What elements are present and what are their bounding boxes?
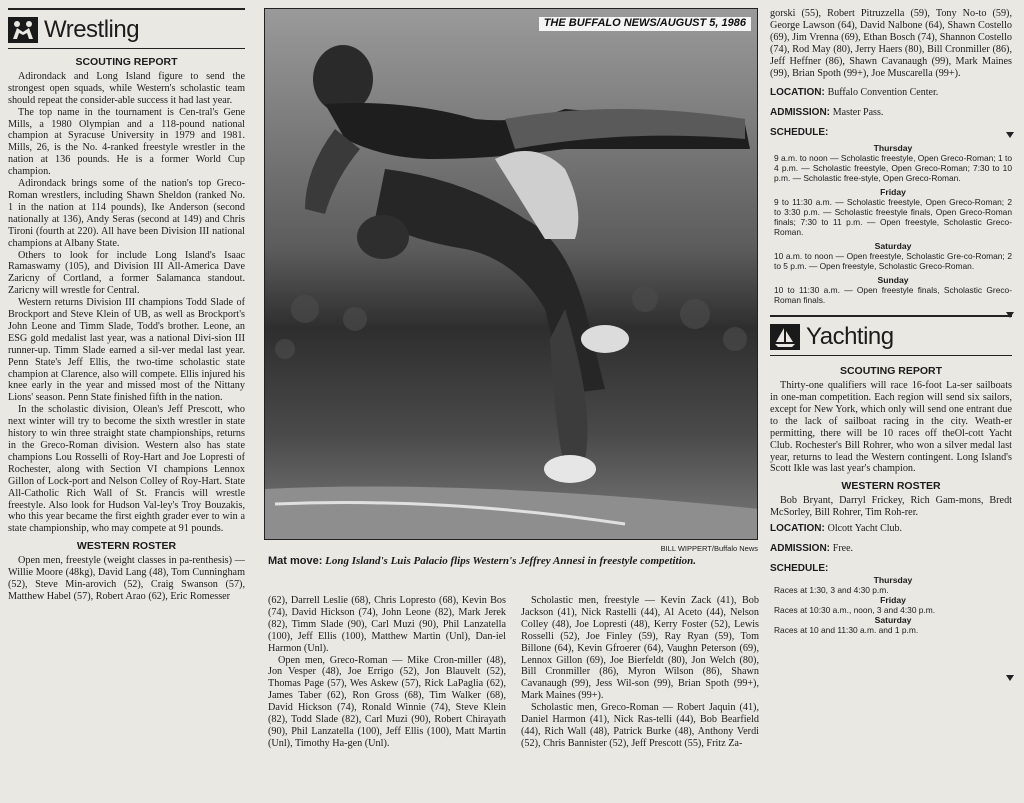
- wrestling-photo: [264, 8, 758, 540]
- caption-text: Long Island's Luis Palacio flips Western's Jeffrey Annesi in freestyle competition.: [325, 555, 697, 567]
- schedule-day: Thursday: [873, 143, 913, 154]
- schedule-text: Races at 10:30 a.m., noon, 3 and 4:30 p.m.: [774, 604, 936, 615]
- schedule-day: Thursday: [873, 574, 913, 585]
- admission-value: Master Pass.: [832, 107, 884, 119]
- wrestling-roster-heading: WESTERN ROSTER: [76, 540, 177, 553]
- yachting-logo-icon: [770, 324, 800, 350]
- schedule-day: Saturday: [874, 614, 912, 625]
- roster-column-2: [268, 595, 506, 750]
- schedule-day: Friday: [880, 594, 906, 605]
- yachting-paragraph: Thirty-one qualifiers will race 16-foot La-ser sailboats in one-man competition. Each region will send six sailors, except for New York, which only will send one entrant due to the lack of sailboat racing in the city. Weath-er permitting, there will be 10 races off theOl-cott Yacht Club. Rochester's Bill Rohrer, who won a silver medal last year, returns to lead the Western contingent. Long Island's Scott Ikle was last year's champion.: [770, 380, 1012, 475]
- yachting-title: Yachting: [806, 323, 894, 351]
- schedule-text: Races at 1:30, 3 and 4:30 p.m.: [774, 584, 889, 595]
- schedule-day: Friday: [880, 187, 906, 198]
- schedule-text: Races at 10 and 11:30 a.m. and 1 p.m.: [774, 624, 919, 635]
- caption-lead: Mat move:: [268, 555, 323, 567]
- wrestling-logo-icon: [8, 17, 38, 43]
- wrestling-paragraph: Adirondack and Long Island figure to send the strongest open squads, while Western's scholastic team should repeat the consider-able success it had last year.: [8, 70, 245, 106]
- continuation-mark-icon: [1006, 312, 1014, 318]
- wrestling-roster-text: gorski (55), Robert Pitruzzella (59), Tony No-to (59), George Lawson (64), David Nalbone (64), Shawn Costello (69), Jim Vrenna (69), Ethan Bosch (74), Shannon Costello (74), Rod May (80), Jerry Haers (80), Bill Cronmiller (86), Jeff Heffner (86), Shawn Cavanaugh (99), Mark Maines (99), Brian Spoth (99+), Joe Muscarella (99+).: [770, 8, 1012, 79]
- wrestling-roster-text: Scholastic men, freestyle — Kevin Zack (41), Bob Jackson (41), Nick Rastelli (44), Al Aceto (44), Nelson Colley (48), Joe Lopresti (48), Kerry Foster (52), Lewis Rosselli (52), Joe Finley (59), Ray Ryan (59), Tom Billone (64), Kevin Gfroerer (64), Vaughn Peterson (69), Lennox Gillon (69), Joe Bierfeldt (80), Jon Welch (80), Bill Cronmiller (86), Myron Wilson (86), Shawn Cavanaugh (99), Jess Wil-son (99), Brian Spoth (99+), Mark Maines (99+).: [521, 595, 759, 702]
- schedule-text: 9 to 11:30 a.m. — Scholastic freestyle, Open Greco-Roman; 2 to 3:30 p.m. — Scholastic freestyle finals, Open Greco-Roman finals; 7:30 to 11 p.m. — Open freestyle, Scholastic Greco-Roman.: [774, 197, 1012, 238]
- schedule-day: Sunday: [877, 275, 909, 286]
- wrestling-photo-image: [265, 9, 758, 540]
- wrestling-roster-text: (62), Darrell Leslie (68), Chris Lopresto (68), Kevin Bos (74), David Hickson (74), John Leone (82), Mark Jerek (82), Timm Slade (90), Carl Muzi (90), Phil Lanzatella (100), Jeff Ellis (100), Matthew Martin (Unl), Dan-iel Harmon (Unl).: [268, 595, 506, 654]
- wrestling-title: Wrestling: [44, 16, 140, 43]
- yachting-header-rule: [770, 355, 1012, 356]
- admission-label: ADMISSION:: [770, 107, 830, 119]
- yachting-schedule-label: SCHEDULE:: [770, 562, 829, 574]
- schedule-text: 9 a.m. to noon — Scholastic freestyle, Open Greco-Roman; 1 to 4 p.m. — Scholastic freestyle, Open Greco-Roman; 7:30 to 10 p.m. — Scholastic free-style, Open Greco-Roman.: [774, 153, 1012, 184]
- yachting-roster-text: Bob Bryant, Darryl Frickey, Rich Gam-mons, Bredt McSorley, Bill Rohrer, Tim Roh-rer.: [770, 495, 1012, 519]
- wrestling-paragraph: Others to look for include Long Island's Isaac Ramaswamy (105), and Division III All-America Dave Zaricny of Cortland, a former Salamanca standout. Zaricny will wrestle for Central.: [8, 249, 245, 297]
- header-rule: [8, 48, 245, 49]
- location-value: Olcott Yacht Club.: [827, 523, 903, 535]
- schedule-day: Saturday: [874, 241, 912, 252]
- continuation-mark-icon: [1006, 675, 1014, 681]
- yachting-location: [770, 523, 1012, 535]
- location-value: Buffalo Convention Center.: [827, 87, 939, 99]
- photo-caption: [268, 555, 748, 568]
- wrestling-roster-text: Open men, Greco-Roman — Mike Cron-miller (48), Jon Vesper (48), Joe Errigo (52), Jon Blauvelt (52), Thomas Page (57), Wes Askew (57), Rick LaPaglia (62), James Taber (62), Ron Gross (68), Tim Walker (68), David Hickson (74), Ronald Winnie (74), Steve Klein (82), Todd Slade (82), Carl Muzi (90), Robert Chirayath (90), Phil Lanzatella (100), Jeff Ellis (100), Matt Martin (Unl), Timothy Ha-gen (Unl).: [268, 654, 506, 749]
- location-label: LOCATION:: [770, 523, 825, 535]
- wrestling-roster-text: Open men, freestyle (weight classes in pa-renthesis) — Willie Moore (48kg), David Lang (48), Tom Cunningham (52), Steve Min-arovich (52), Craig Swanson (57), Matthew Habel (57), Robert Arao (62), Eric Romesser: [8, 555, 245, 602]
- wrestling-paragraph: The top name in the tournament is Cen-tral's Gene Mills, a 1980 Olympian and a 118-pound national champion at Syracuse University in 1979 and 1981. Mills, 26, is the No. 4-ranked freestyle wrestler in the nation at 136 pounds. He is a former World Cup champion.: [8, 106, 245, 178]
- yachting-roster-heading: WESTERN ROSTER: [841, 480, 941, 493]
- wrestling-roster-text: Scholastic men, Greco-Roman — Robert Jaquin (41), Daniel Harmon (41), Nick Ras-telli (44), Bob Bearfield (44), Rich Wall (48), Patrick Burke (48), Anthony Verdi (52), Chris Bannister (52), Jeff Prescott (55), Fritz Za-: [521, 702, 759, 749]
- admission-label: ADMISSION:: [770, 542, 830, 554]
- admission-value: Free.: [832, 542, 854, 554]
- schedule-text: 10 to 11:30 a.m. — Open freestyle finals, Scholastic Greco-Roman finals.: [774, 285, 1012, 306]
- wrestling-schedule-label: SCHEDULE:: [770, 127, 829, 139]
- continuation-mark-icon: [1006, 132, 1014, 138]
- yachting-header: [770, 317, 1012, 355]
- wrestling-paragraph: In the scholastic division, Olean's Jeff Prescott, who next winter will try to become the sixth wrestler in state history to win three straight state championships, returns in the Greco-Roman division. Western also has state champions Lou Rosselli of Roy-Hart and Joe Lopresti of Rochester, along with Section VI champions Lennox Gillon of Lock-port and Nelson Colley of Roy-Hart. State All-Catholic Rich Wall of St. Francis will wrestle freestyle. Also look for Hudson Val-ley's Troy Bouzakis, who this year became the first eighth grader ever to win a state championship, who may compete at 91 pounds.: [8, 404, 245, 535]
- wrestling-paragraph: Adirondack brings some of the nation's top Greco-Roman wrestlers, including Shawn Sheldon (ranked No. 1 in the nation at 114 pounds), Ike Anderson (second nationally at 136), Andy Seras (second at 149) and Chris Tironi (fourth at 220). All have been Division III national champions at Albany State.: [8, 178, 245, 249]
- wrestling-admission: [770, 107, 1012, 119]
- wrestling-column: [8, 0, 245, 603]
- photo-credit: BILL WIPPERT/Buffalo News: [660, 544, 758, 553]
- wrestling-location: [770, 87, 1012, 99]
- right-column: [770, 0, 1012, 635]
- yachting-admission: [770, 543, 1012, 555]
- roster-column-3: [521, 595, 759, 750]
- yachting-scouting-heading: SCOUTING REPORT: [839, 365, 943, 378]
- schedule-text: 10 a.m. to noon — Open freestyle, Scholastic Gre-co-Roman; 2 to 5 p.m. — Open freestyle, Scholastic Greco-Roman.: [774, 251, 1012, 272]
- location-label: LOCATION:: [770, 87, 825, 99]
- wrestling-scouting-heading: SCOUTING REPORT: [75, 56, 178, 68]
- wrestling-header: [8, 10, 245, 48]
- photo-dateline: THE BUFFALO NEWS/AUGUST 5, 1986: [539, 17, 751, 31]
- wrestling-paragraph: Western returns Division III champions Todd Slade of Brockport and Steve Klein of UB, as well as Brockport's John Leone and Timm Slade, Todd's brother. Leone, an ESG gold medalist last year, was a national Divi-sion III runner-up. Timm Slade earned a sil-ver medal last year. Penn State's Jeff Ellis, the two-time scholastic state champion at Clarence, also will compete. Ellis injured his knee early in the year and missed most of the Nittany Lions' season. Penn State finished fifth in the nation.: [8, 297, 245, 404]
